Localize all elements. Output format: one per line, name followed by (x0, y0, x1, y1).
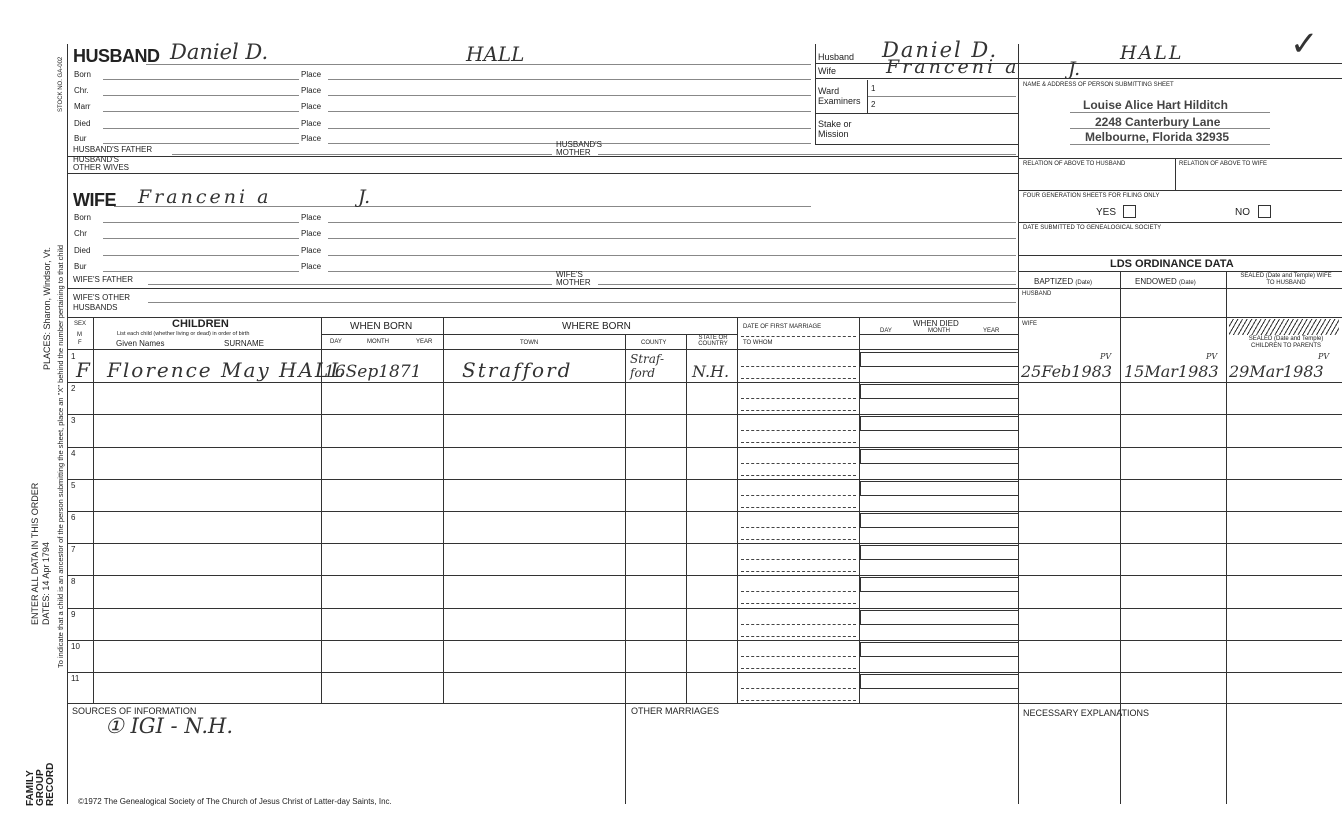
children-note: List each child (whether living or dead) in order of birth (117, 331, 250, 337)
header-box-left (815, 44, 816, 144)
lds-sealed-children-header: SEALED (Date and Temple) CHILDREN TO PARENTS (1248, 336, 1324, 349)
husband-place-label: Place (301, 102, 322, 111)
child-row-divider (68, 414, 1342, 415)
child-row-number: 2 (71, 384, 76, 394)
wife-heading: WIFE (73, 190, 116, 210)
wife-place-label: Place (301, 262, 322, 271)
husband-heading: HUSBAND (73, 46, 160, 66)
stock-number: STOCK NO. GA-002 (58, 56, 64, 112)
lds-wife-row: WIFE (1022, 321, 1037, 327)
child-row-number: 1 (71, 352, 76, 361)
enter-all-note: ENTER ALL DATA IN THIS ORDER (30, 482, 40, 625)
first-marriage-header: DATE OF FIRST MARRIAGE (743, 324, 822, 330)
child-row-divider (68, 575, 1342, 576)
ancestor-note: To indicate that a child is an ancestor of the person submitting the sheet, place an "X" behind the number pertaining to that child (56, 244, 65, 668)
given-names-header: Given Names (116, 339, 165, 348)
wife-row-label: Born (74, 213, 91, 222)
child1-birth-date: 16Sep1871 (324, 362, 422, 382)
state-header: STATE OR COUNTRY (698, 335, 728, 347)
husband-place-label: Place (301, 119, 322, 128)
child-row-divider (68, 479, 1342, 480)
child1-baptized-mark: PV (1100, 352, 1112, 361)
sources-label: SOURCES OF INFORMATION (72, 706, 197, 716)
husband-place-label: Place (301, 134, 322, 143)
relation-husband-label: RELATION OF ABOVE TO HUSBAND (1023, 161, 1126, 167)
child1-state: N.H. (692, 362, 730, 381)
wife-place-label: Place (301, 213, 322, 222)
header-husband-label: Husband (818, 52, 855, 62)
child-row-number: 3 (71, 416, 76, 426)
no-label: NO (1235, 207, 1250, 218)
child-row-divider (68, 640, 1342, 641)
child1-county: Straf- ford (630, 352, 665, 380)
form-title-vertical: FAMILY GROUP RECORD (25, 762, 56, 806)
husband-other-wives-label: HUSBAND'S OTHER WIVES (73, 155, 130, 172)
lds-title: LDS ORDINANCE DATA (1110, 258, 1234, 270)
child-row-number: 6 (71, 513, 76, 522)
child-row-divider (68, 382, 1342, 383)
dates-note: DATES: 14 Apr 1794 (41, 542, 51, 625)
wife-row-label: Bur (74, 262, 87, 271)
child-row-number: 7 (71, 545, 76, 555)
children-header: CHILDREN (172, 318, 229, 330)
wife-father-label: WIFE'S FATHER (73, 275, 134, 284)
when-born-header: WHEN BORN (350, 321, 413, 332)
wife-row-label: Chr (74, 229, 87, 238)
date-submitted-label: DATE SUBMITTED TO GENEALOGICAL SOCIETY (1023, 225, 1162, 231)
child-row-number: 10 (71, 641, 80, 651)
child-row-divider (68, 672, 1342, 673)
header-wife-label: Wife (818, 66, 836, 76)
wife-mother-label: WIFE'S MOTHER (556, 270, 591, 287)
child1-baptized-date: 25Feb1983 (1021, 362, 1113, 381)
stake-mission-label: Stake or Mission (818, 119, 852, 139)
submitter-label: NAME & ADDRESS OF PERSON SUBMITTING SHEET (1023, 82, 1174, 88)
hatched-cell (1229, 319, 1339, 335)
sex-header: SEX (74, 321, 87, 327)
child-row-number: 8 (71, 577, 76, 587)
husband-given-name: Daniel D. (170, 40, 269, 64)
when-died-header: WHEN DIED (913, 319, 959, 328)
yes-checkbox[interactable] (1123, 205, 1136, 218)
child-row-divider (68, 511, 1342, 512)
husband-place-label: Place (301, 70, 322, 79)
child1-sex: F (76, 358, 90, 382)
husband-father-label: HUSBAND'S FATHER (73, 145, 153, 154)
places-note: PLACES: Sharon, Windsor, Vt. (42, 246, 52, 370)
town-header: TOWN (520, 340, 539, 346)
husband-row-label: Marr (74, 102, 91, 111)
child-row-number: 11 (71, 674, 80, 683)
child1-sealed-date: 29Mar1983 (1229, 362, 1324, 381)
husband-row-label: Bur (74, 134, 87, 143)
submitter-street: 2248 Canterbury Lane (1095, 115, 1221, 129)
child-row-divider (68, 543, 1342, 544)
wife-row-label: Died (74, 246, 91, 255)
lds-endowed-header: ENDOWED (Date) (1135, 277, 1196, 286)
submitter-city: Melbourne, Florida 32935 (1085, 130, 1230, 144)
necessary-explanations-label: NECESSARY EXPLANATIONS (1023, 708, 1150, 718)
child1-sealed-mark: PV (1318, 352, 1330, 361)
review-checkmark: ✓ (1290, 24, 1319, 64)
header-husband-value: Daniel D. (882, 38, 999, 62)
header-wife-value: Franceni a (886, 56, 1020, 78)
yes-label: YES (1096, 207, 1117, 218)
child-row-divider (68, 447, 1342, 448)
sources-value: ① IGI - N.H. (105, 714, 234, 738)
wife-other-husbands-label: WIFE'S OTHER HUSBANDS (73, 293, 131, 312)
husband-surname: HALL (466, 42, 525, 66)
wife-place-label: Place (301, 229, 322, 238)
surname-header: SURNAME (224, 339, 265, 348)
to-whom-header: TO WHOM (743, 340, 773, 346)
wife-given-name: Franceni a (138, 186, 272, 208)
copyright: ©1972 The Genealogical Society of The Church of Jesus Christ of Latter-day Saints, Inc. (78, 797, 392, 806)
other-marriages-label: OTHER MARRIAGES (631, 706, 720, 716)
child-row-number: 4 (71, 448, 76, 458)
child-row-number: 9 (71, 609, 76, 619)
husband-row-label: Died (74, 119, 91, 128)
lds-sealed-wife-header: SEALED (Date and Temple) WIFE TO HUSBAND (1240, 273, 1332, 286)
relation-wife-label: RELATION OF ABOVE TO WIFE (1179, 161, 1268, 167)
lds-baptized-header: BAPTIZED (Date) (1034, 277, 1093, 286)
child1-town: Strafford (462, 358, 573, 382)
submitter-name: Louise Alice Hart Hilditch (1083, 98, 1228, 112)
header-wife-surname: J. (1068, 58, 1081, 80)
left-border (67, 44, 68, 804)
child1-endowed-date: 15Mar1983 (1124, 362, 1219, 381)
husband-row-label: Born (74, 70, 91, 79)
child-row-number: 5 (71, 480, 76, 490)
lds-husband-row: HUSBAND (1022, 291, 1052, 297)
ward-examiners-label: Ward Examiners (818, 86, 861, 106)
child1-name: Florence May HALL (107, 358, 346, 382)
wife-place-label: Place (301, 246, 322, 255)
child1-endowed-mark: PV (1206, 352, 1218, 361)
county-header: COUNTY (641, 340, 667, 346)
wife-surname: J. (358, 186, 371, 208)
header-husband-surname: HALL (1120, 42, 1184, 64)
no-checkbox[interactable] (1258, 205, 1271, 218)
husband-place-label: Place (301, 86, 322, 95)
where-born-header: WHERE BORN (562, 321, 631, 332)
child-row-divider (68, 608, 1342, 609)
husband-mother-label: HUSBAND'S MOTHER (556, 140, 602, 157)
four-generation-label: FOUR GENERATION SHEETS FOR FILING ONLY (1023, 193, 1160, 199)
husband-row-label: Chr. (74, 86, 89, 95)
